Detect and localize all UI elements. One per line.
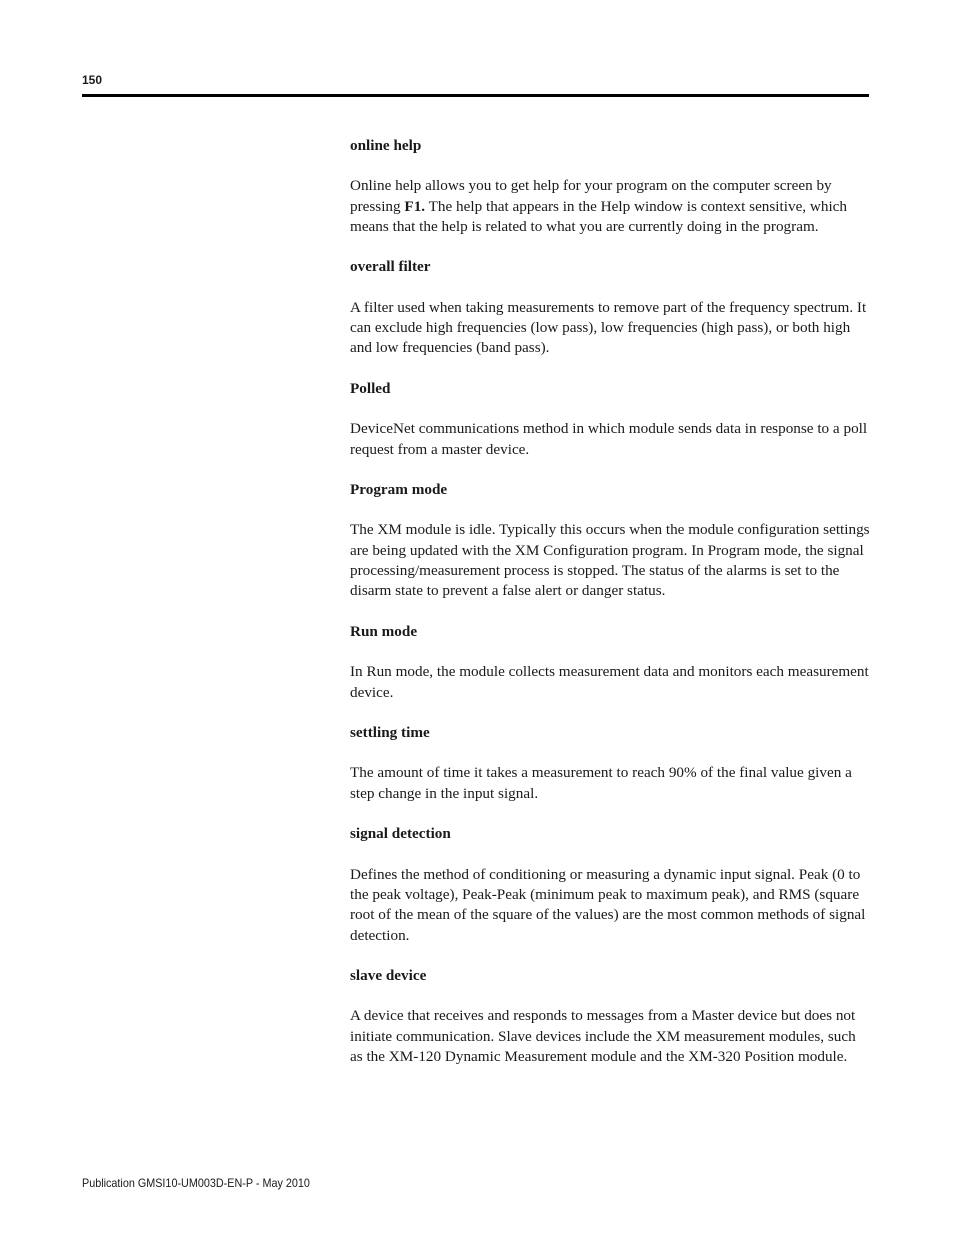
glossary-term: online help (350, 137, 422, 154)
glossary-list (350, 136, 872, 1088)
glossary-definition: Defines the method of conditioning or measuring a dynamic input signal. Peak (0 to the peak voltage), Peak-Peak (minimum peak to maximum peak), and RMS (square root of the mean of the square of the values) are the most common methods of signal detection. (350, 865, 866, 944)
glossary-term: settling time (350, 724, 430, 742)
glossary-entry (350, 480, 872, 601)
glossary-definition: DeviceNet communications method in which module sends data in response to a poll request from a master device. (350, 420, 868, 458)
glossary-entry (350, 824, 872, 945)
glossary-entry (350, 257, 872, 358)
glossary-definition: The amount of time it takes a measurement to reach 90% of the final value given a step change in the input signal. (350, 764, 852, 802)
glossary-term: slave device (350, 967, 427, 985)
glossary-definition: Online help allows you to get help for your program on the computer screen by pressing F1. The help that appears in the Help window is context sensitive, which means that the help is related to what you are currently doing in the program. (350, 177, 848, 235)
glossary-term: Polled (350, 379, 391, 397)
page-number: 150 (82, 73, 103, 87)
glossary-entry (350, 966, 872, 1067)
glossary-term: overall filter (350, 258, 431, 276)
key-f1: F1. (404, 197, 426, 215)
glossary-definition: A filter used when taking measurements to remove part of the frequency spectrum. It can exclude high frequencies (low pass), low frequencies (high pass), or both high and low frequencies (band pass). (350, 298, 867, 357)
publication-footer: Publication GMSI10-UM003D-EN-P - May 2010 (82, 1176, 310, 1190)
glossary-definition: In Run mode, the module collects measurement data and monitors each measurement device. (350, 663, 869, 701)
glossary-entry (350, 723, 872, 804)
glossary-entry (350, 622, 872, 703)
glossary-term: Program mode (350, 481, 448, 499)
glossary-definition: The XM module is idle. Typically this occurs when the module configuration settings are being updated with the XM Configuration program. In Program mode, the signal processing/measurement process is stopped. The status of the alarms is set to the disarm state to prevent a false alert or danger status. (350, 521, 870, 600)
glossary-term: signal detection (350, 825, 451, 843)
glossary-definition: A device that receives and responds to messages from a Master device but does not initiate communication. Slave devices include the XM measurement modules, such as the XM-120 Dynamic Measurement module and the XM-320 Position module. (350, 1007, 856, 1065)
glossary-entry (350, 379, 872, 460)
glossary-term: Run mode (350, 622, 418, 640)
header-rule (82, 94, 869, 97)
glossary-entry (350, 136, 872, 237)
